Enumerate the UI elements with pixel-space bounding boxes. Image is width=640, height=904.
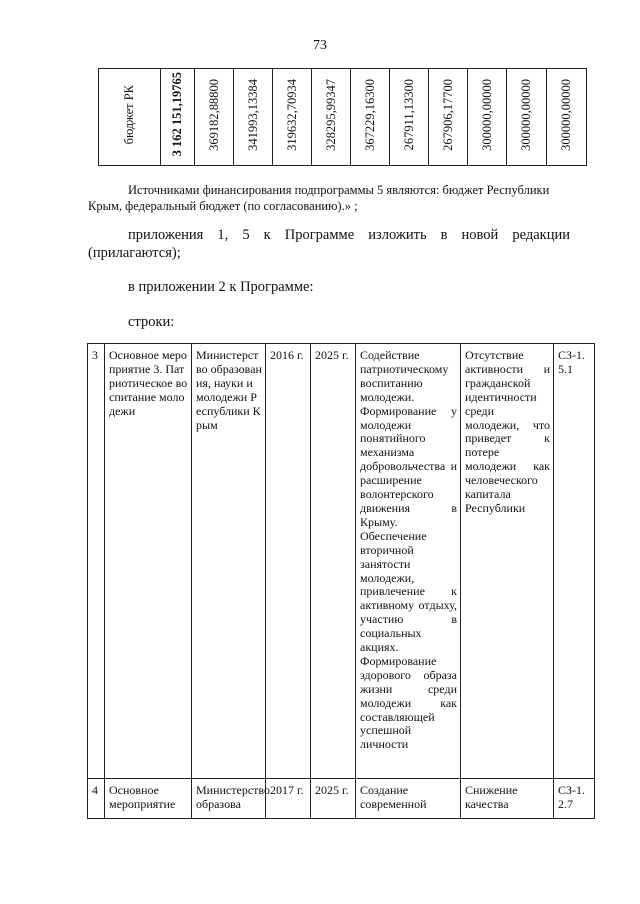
risk-description: Снижение качества: [461, 779, 554, 819]
measure-name: Основное мероприятие 3. Патриотическое воспитание молодежи: [105, 344, 192, 779]
measure-content: Создание современной: [356, 779, 461, 819]
budget-value-cell: [312, 69, 351, 166]
page-number: 73: [313, 38, 327, 53]
measure-name: Основное мероприятие: [105, 779, 192, 819]
budget-total: 3 162 151,19765: [170, 72, 184, 157]
end-year: 2025 г.: [311, 779, 356, 819]
appendix-line-2: (прилагаются);: [88, 245, 181, 261]
sources-line-2: Крым, федеральный бюджет (по согласованию).» ;: [88, 199, 358, 213]
code: СЗ-1.2.7: [554, 779, 595, 819]
budget-value: 328295,99347: [323, 78, 338, 151]
budget-value: 267906,17700: [440, 78, 455, 151]
table-row: [88, 344, 595, 779]
measures-table: [87, 343, 595, 819]
budget-label-cell: [99, 69, 161, 166]
risk-description: Отсутствие активности и гражданской идентичности среди молодежи, что приведет к потере молодежи как человеческого капитала Республики: [461, 344, 554, 779]
budget-value-cell: [429, 69, 468, 166]
budget-value-cell: [273, 69, 312, 166]
budget-value: 267911,13300: [401, 78, 416, 151]
rows-label: строки:: [128, 314, 175, 330]
sources-line-1: Источниками финансирования подпрограммы 5 являются: бюджет Республики: [128, 183, 550, 197]
end-year: 2025 г.: [311, 344, 356, 779]
budget-label: бюджет РК: [122, 84, 136, 145]
budget-value: 300000,00000: [519, 78, 533, 151]
code: СЗ-1.5.1: [554, 344, 595, 779]
budget-value-cell: [468, 69, 507, 166]
budget-value: 319632,70934: [284, 78, 299, 151]
table-row: [88, 779, 595, 819]
budget-value-cell: [390, 69, 429, 166]
executor: Министерство образова: [192, 779, 266, 819]
measure-content: Содействие патриотическому воспитанию молодежи. Формирование у молодежи понятийного механизма добровольчества и расширение волонтерского движения в Крыму. Обеспечение вторичной занятости молодежи, привлечение к активному отдыху, участию в социальных акциях. Формирование здорового образа жизни среди молодежи как составляющей успешной личности: [356, 344, 461, 779]
budget-value: 369182,88800: [206, 78, 221, 151]
budget-total-cell: [161, 69, 195, 166]
budget-value-cell: [547, 69, 587, 166]
executor: Министерство образования, науки и молодежи Республики Крым: [192, 344, 266, 779]
budget-value: 300000,00000: [479, 78, 494, 151]
budget-value-cell: [234, 69, 273, 166]
appendix-line-1: приложения 1, 5 к Программе изложить в новой редакции: [128, 227, 570, 243]
budget-value-cell: [351, 69, 390, 166]
start-year: 2016 г.: [266, 344, 311, 779]
appendix-2-line: в приложении 2 к Программе:: [128, 279, 314, 295]
start-year: 2017 г.: [266, 779, 311, 819]
budget-value-cell: [507, 69, 547, 166]
budget-value-cell: [195, 69, 234, 166]
budget-table: [98, 68, 587, 166]
budget-value: 300000,00000: [559, 78, 573, 151]
budget-value: 341993,13384: [245, 78, 260, 151]
row-number: 3: [88, 344, 105, 779]
row-number: 4: [88, 779, 105, 819]
budget-value: 367229,16300: [362, 78, 377, 151]
